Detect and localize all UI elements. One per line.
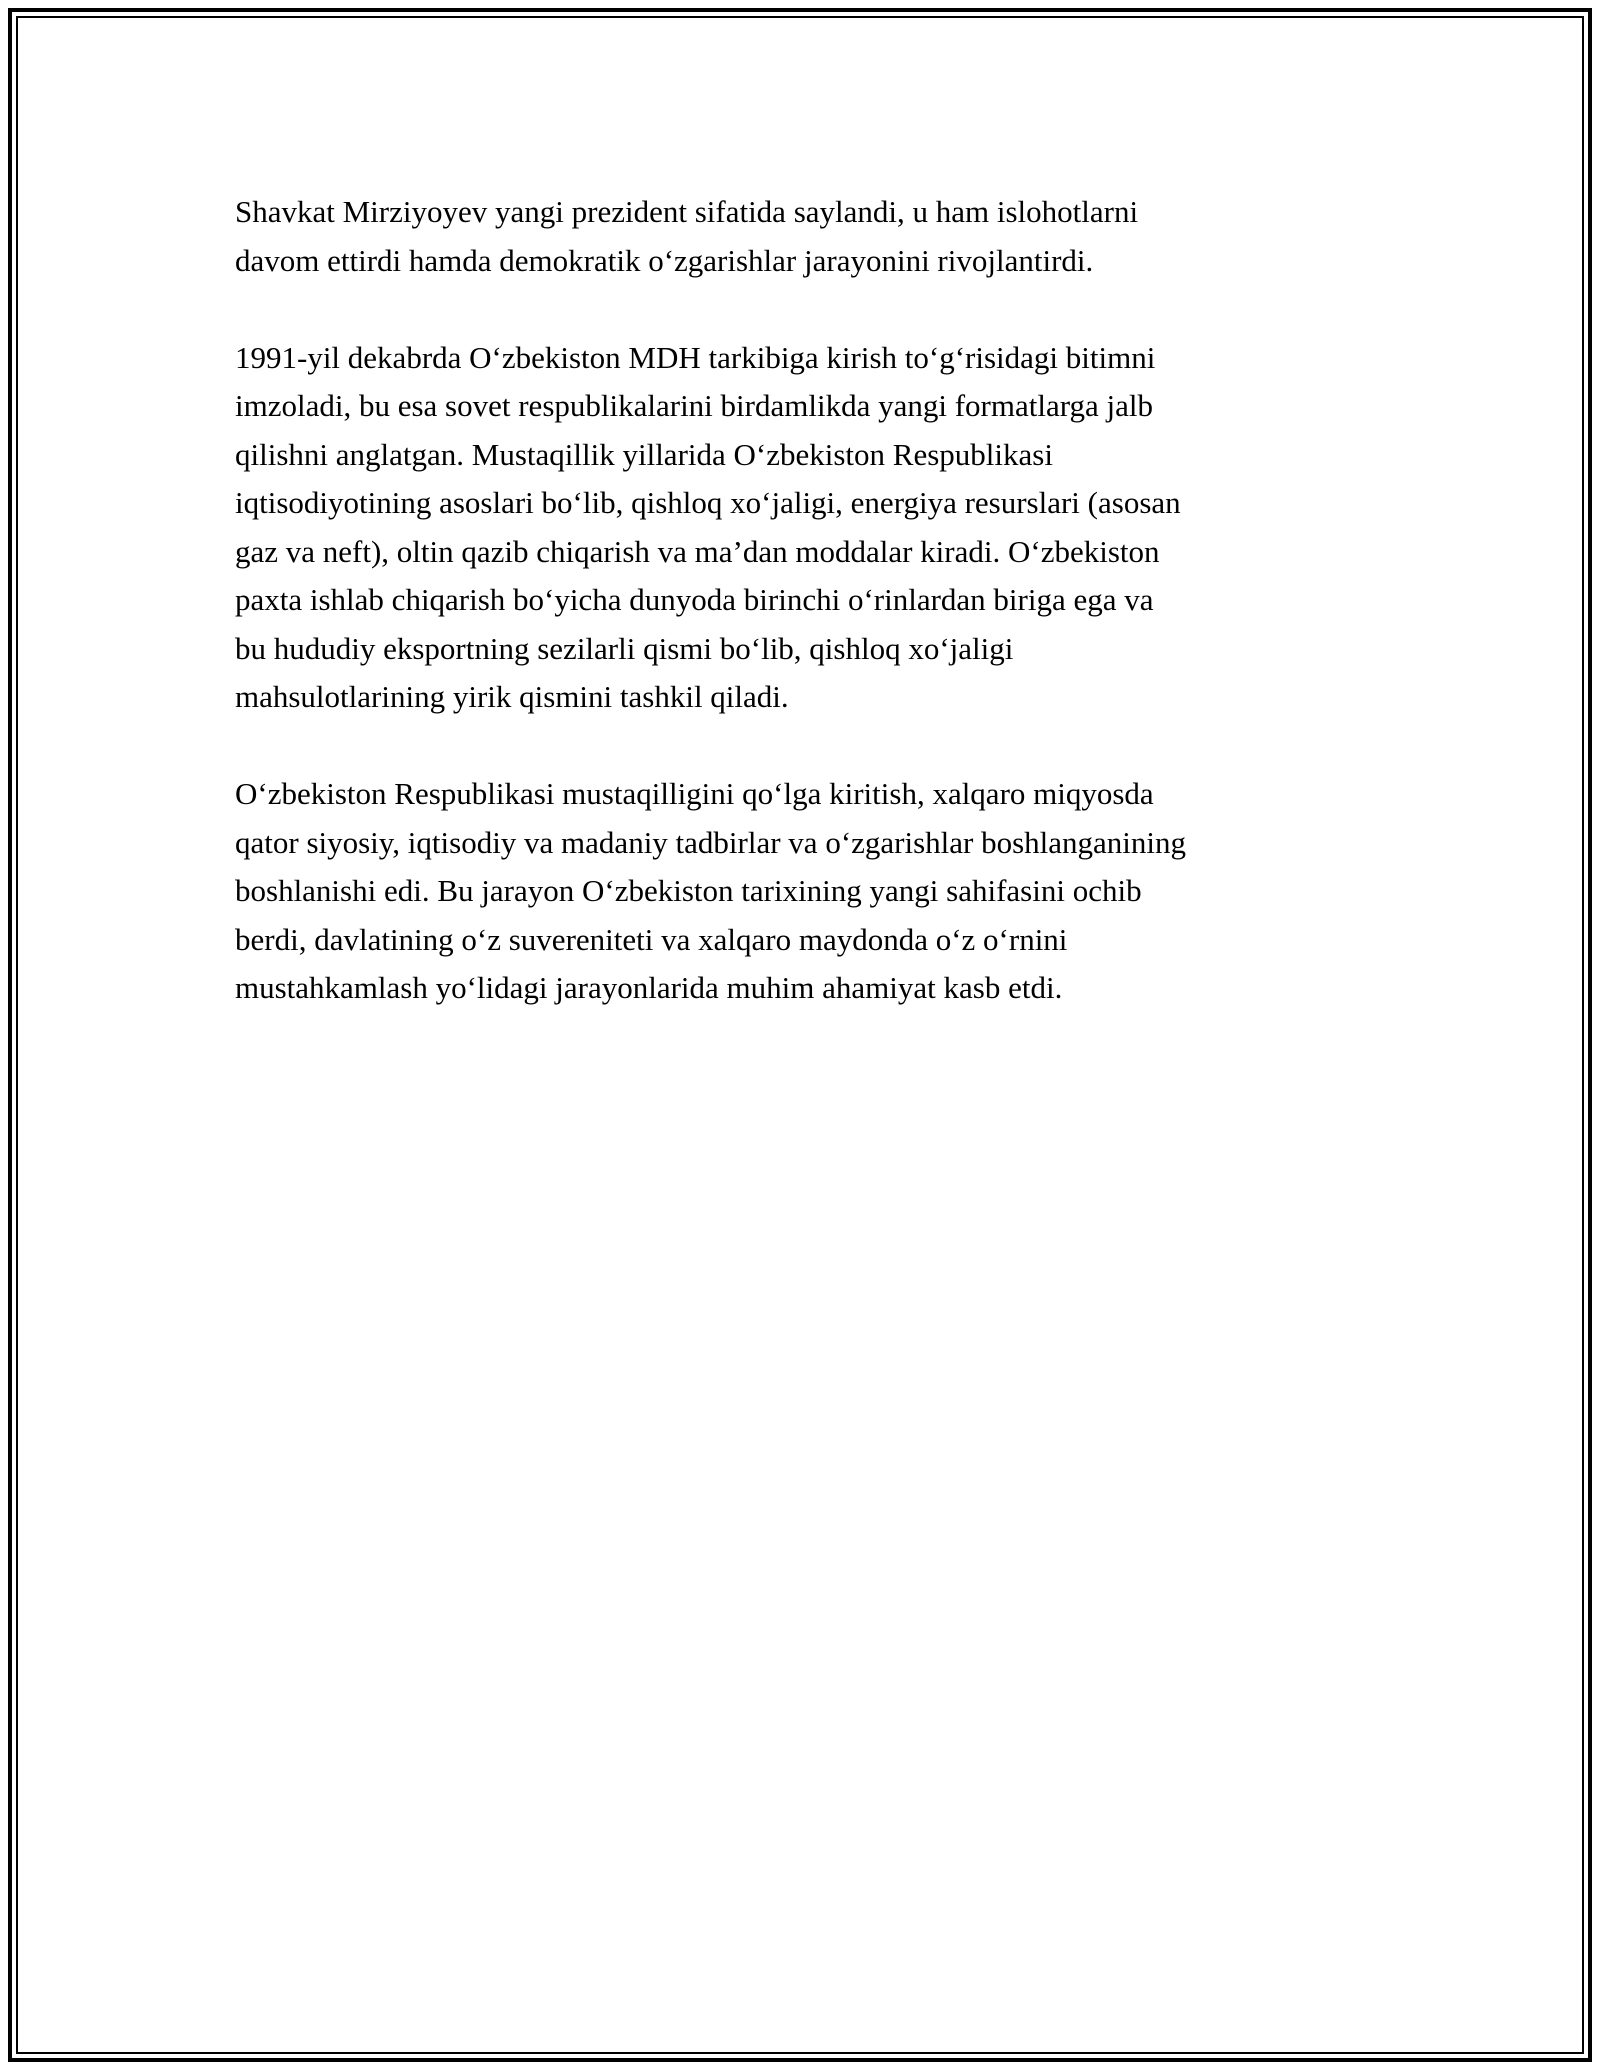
paragraph-cis-economy: 1991-yil dekabrda O‘zbekiston MDH tarkibiga kirish to‘g‘risidagi bitimni imzoladi, bu esa sovet respublikalarini birdamlikda yangi formatlarga jalb qilishni anglatgan. Mustaqillik yillarida O‘zbekiston Respublikasi iqtisodiyotining asoslari bo‘lib, qishloq xo‘jaligi, energiya resurslari (asosan gaz va neft), oltin qazib chiqarish va ma’dan moddalar kiradi. O‘zbekiston paxta ishlab chiqarish bo‘yicha dunyoda birinchi o‘rinlardan biriga ega va bu hududiy eksportning sezilarli qismi bo‘lib, qishloq xo‘jaligi mahsulotlarining yirik qismini tashkil qiladi. [235,339,1181,714]
paragraph-president: Shavkat Mirziyoyev yangi prezident sifatida saylandi, u ham islohotlarni davom ettirdi hamda demokratik o‘zgarishlar jarayonini rivojlantirdi. [235,194,1139,278]
document-body [235,188,1365,1061]
paragraph-independence: O‘zbekiston Respublikasi mustaqilligini qo‘lga kiritish, xalqaro miqyosda qator siyosiy, iqtisodiy va madaniy tadbirlar va o‘zgarishlar boshlanganining boshlanishi edi. Bu jarayon O‘zbekiston tarixining yangi sahifasini ochib berdi, davlatining o‘z suvereniteti va xalqaro maydonda o‘z o‘rnini mustahkamlash yo‘lidagi jarayonlarida muhim ahamiyat kasb etdi. [235,776,1187,1005]
